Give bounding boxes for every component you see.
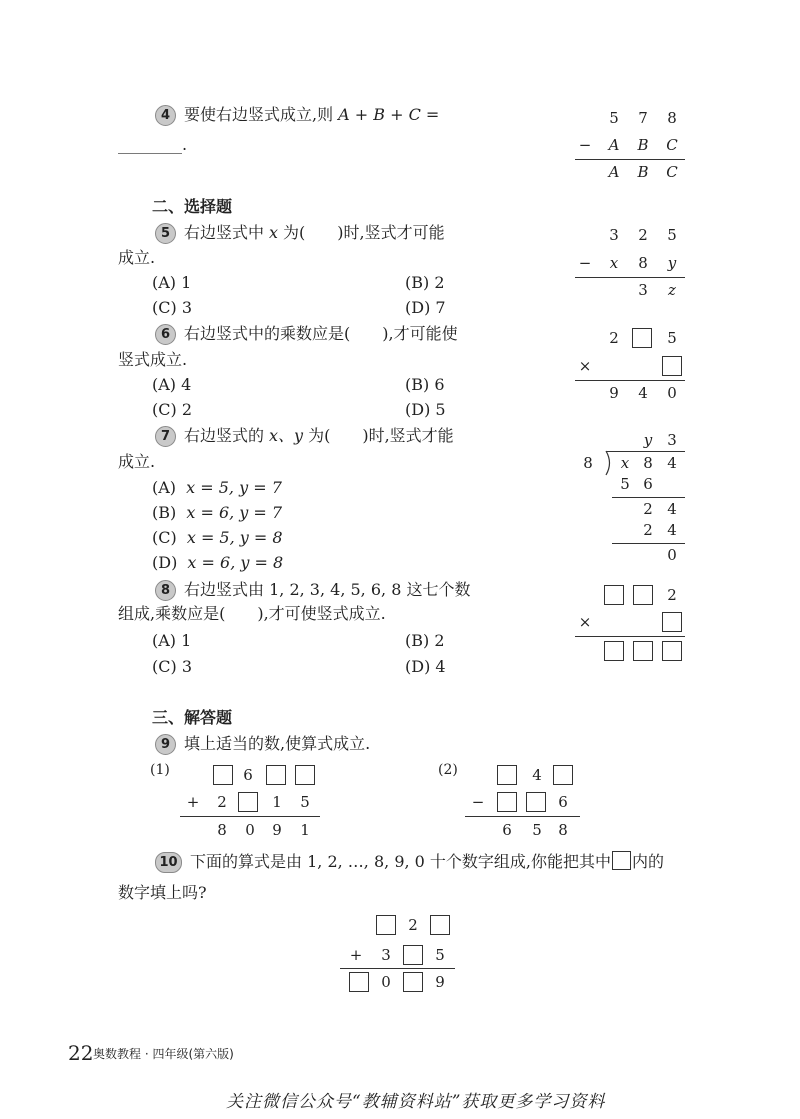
question-4-text: 要使右边竖式成立,则 bbox=[184, 105, 334, 124]
plus-sign: + bbox=[186, 793, 200, 811]
quotient-digit: 3 bbox=[667, 431, 677, 449]
question-8-number-badge: 8 bbox=[155, 580, 176, 601]
option-d bbox=[152, 552, 288, 574]
division-bracket bbox=[600, 450, 614, 476]
question-10-number-badge: 10 bbox=[155, 852, 182, 873]
multiplicand-digit: 5 bbox=[667, 329, 677, 347]
answer-box bbox=[497, 765, 517, 785]
question-6-line bbox=[155, 323, 458, 345]
question-7-line bbox=[155, 425, 454, 447]
watermark-text: 关注微信公众号“教辅资料站”获取更多学习资料 bbox=[226, 1092, 606, 1112]
option-label: (D) bbox=[152, 553, 178, 572]
subtrahend-digit: 8 bbox=[638, 254, 648, 272]
question-10-continuation: 数字填上吗? bbox=[118, 883, 207, 902]
result-digit: z bbox=[668, 281, 676, 299]
option-a: (A) 4 bbox=[152, 375, 192, 394]
question-10-text: 下面的算式是由 1, 2, …, 8, 9, 0 十个数字组成,你能把其中 bbox=[190, 852, 612, 871]
sum-line bbox=[180, 816, 320, 817]
answer-box bbox=[497, 792, 517, 812]
final-remainder-digit: 0 bbox=[667, 546, 677, 564]
answer-box bbox=[266, 765, 286, 785]
question-9-text: 填上适当的数,使算式成立. bbox=[184, 734, 371, 753]
answer-box bbox=[633, 641, 653, 661]
result-letter: A bbox=[608, 163, 620, 181]
difference-digit: 6 bbox=[502, 821, 512, 839]
option-a bbox=[152, 477, 287, 499]
times-sign: × bbox=[578, 357, 592, 375]
minus-sign: − bbox=[578, 254, 592, 272]
subtrahend-letter: A bbox=[608, 136, 620, 154]
times-sign: × bbox=[578, 613, 592, 631]
option-expression: x = 5, y = 7 bbox=[186, 478, 282, 497]
part-1-label: (1) bbox=[150, 762, 170, 778]
question-6-continuation: 竖式成立. bbox=[118, 350, 188, 369]
section-heading-choice: 二、选择题 bbox=[152, 197, 233, 216]
sum-digit: 9 bbox=[272, 821, 282, 839]
sum-digit: 8 bbox=[217, 821, 227, 839]
product-line bbox=[575, 380, 685, 381]
dividend-digit: 4 bbox=[667, 454, 677, 472]
answer-box bbox=[526, 792, 546, 812]
book-title: 奥数教程 · 四年级(第六版) bbox=[93, 1047, 234, 1061]
subtrahend-letter: C bbox=[666, 136, 678, 154]
question-9-line bbox=[155, 733, 370, 755]
subtraction-line bbox=[612, 497, 685, 498]
question-4-line bbox=[155, 104, 444, 126]
minus-sign: − bbox=[578, 136, 592, 154]
remainder-digit: 4 bbox=[667, 500, 677, 518]
answer-box bbox=[238, 792, 258, 812]
dividend-digit: x bbox=[620, 454, 630, 472]
answer-box bbox=[349, 972, 369, 992]
option-b: (B) 2 bbox=[405, 273, 445, 292]
minuend-digit: 3 bbox=[609, 226, 619, 244]
sum-line bbox=[340, 968, 455, 969]
option-c: (C) 3 bbox=[152, 657, 192, 676]
answer-box bbox=[633, 585, 653, 605]
addend-digit: 5 bbox=[300, 793, 310, 811]
question-4-answer-blank: ________. bbox=[118, 135, 188, 154]
minuend-digit: 5 bbox=[609, 109, 619, 127]
section-heading-answer: 三、解答题 bbox=[152, 708, 233, 727]
option-a: (A) 1 bbox=[152, 273, 192, 292]
answer-box bbox=[662, 612, 682, 632]
option-c bbox=[152, 527, 288, 549]
question-10-line bbox=[155, 851, 664, 873]
division-bar bbox=[606, 451, 685, 452]
question-5-text: 右边竖式中 bbox=[184, 223, 265, 242]
product-digit: 4 bbox=[638, 384, 648, 402]
subtrahend-digit: x bbox=[609, 254, 619, 272]
question-8-text: 右边竖式由 1, 2, 3, 4, 5, 6, 8 这七个数 bbox=[184, 580, 471, 599]
answer-box bbox=[213, 765, 233, 785]
answer-box bbox=[604, 641, 624, 661]
answer-box bbox=[553, 765, 573, 785]
question-5-continuation: 成立. bbox=[118, 248, 156, 267]
inline-answer-box bbox=[612, 851, 631, 870]
multiplicand-digit: 2 bbox=[667, 586, 677, 604]
option-label: (B) bbox=[152, 503, 177, 522]
part-2-label: (2) bbox=[438, 762, 458, 778]
sum-digit: 1 bbox=[300, 821, 310, 839]
option-c: (C) 2 bbox=[152, 400, 192, 419]
subtrahend-letter: B bbox=[637, 136, 649, 154]
option-label: (A) bbox=[152, 478, 177, 497]
answer-box bbox=[662, 356, 682, 376]
sum-line bbox=[575, 277, 685, 278]
addend-digit: 5 bbox=[435, 946, 445, 964]
minuend-digit: 2 bbox=[638, 226, 648, 244]
answer-box bbox=[604, 585, 624, 605]
question-7-continuation: 成立. bbox=[118, 452, 156, 471]
option-expression: x = 5, y = 8 bbox=[186, 528, 283, 547]
minuend-digit: 4 bbox=[532, 766, 542, 784]
dividend-digit: 8 bbox=[643, 454, 653, 472]
answer-box bbox=[430, 915, 450, 935]
answer-box bbox=[403, 972, 423, 992]
question-7-text: 为( )时,竖式才能 bbox=[308, 426, 454, 445]
question-6-text: 右边竖式中的乘数应是( ),才可能使 bbox=[184, 324, 458, 343]
result-digit: 3 bbox=[638, 281, 648, 299]
partial-product-digit: 5 bbox=[620, 475, 630, 493]
subtrahend-digit: y bbox=[667, 254, 677, 272]
question-9-number-badge: 9 bbox=[155, 734, 176, 755]
question-6-number-badge: 6 bbox=[155, 324, 176, 345]
question-4-expression: A + B + C = bbox=[338, 105, 440, 124]
question-7-number-badge: 7 bbox=[155, 426, 176, 447]
product-digit: 9 bbox=[609, 384, 619, 402]
sum-digit: 0 bbox=[245, 821, 255, 839]
option-b: (B) 6 bbox=[405, 375, 445, 394]
result-letter: B bbox=[637, 163, 649, 181]
sum-digit: 9 bbox=[435, 973, 445, 991]
addend-digit: 1 bbox=[272, 793, 282, 811]
sum-line bbox=[575, 159, 685, 160]
minuend-digit: 8 bbox=[667, 109, 677, 127]
subtraction-line bbox=[612, 543, 685, 544]
plus-sign: + bbox=[349, 946, 363, 964]
minuend-digit: 5 bbox=[667, 226, 677, 244]
question-5-number-badge: 5 bbox=[155, 223, 176, 244]
minus-sign: − bbox=[471, 793, 485, 811]
question-7-text: 右边竖式的 bbox=[184, 426, 265, 445]
question-4-number-badge: 4 bbox=[155, 105, 176, 126]
product-line bbox=[575, 636, 685, 637]
difference-digit: 8 bbox=[558, 821, 568, 839]
question-5-variable: x bbox=[269, 223, 279, 242]
result-letter: C bbox=[666, 163, 678, 181]
option-d: (D) 4 bbox=[405, 657, 446, 676]
addend-digit: 3 bbox=[381, 946, 391, 964]
quotient-digit: y bbox=[643, 431, 653, 449]
answer-box bbox=[376, 915, 396, 935]
option-d: (D) 7 bbox=[405, 298, 446, 317]
option-label: (C) bbox=[152, 528, 177, 547]
question-7-variables: x、y bbox=[269, 426, 304, 445]
answer-box bbox=[403, 945, 423, 965]
question-8-line bbox=[155, 579, 470, 601]
sum-digit: 0 bbox=[381, 973, 391, 991]
divisor-digit: 8 bbox=[583, 454, 593, 472]
option-a: (A) 1 bbox=[152, 631, 192, 650]
option-c: (C) 3 bbox=[152, 298, 192, 317]
question-8-continuation: 组成,乘数应是( ),才可使竖式成立. bbox=[118, 604, 386, 623]
question-10-text: 内的 bbox=[632, 852, 665, 871]
remainder-digit: 2 bbox=[643, 500, 653, 518]
option-b bbox=[152, 502, 287, 524]
answer-box bbox=[662, 641, 682, 661]
partial-product-digit: 2 bbox=[643, 521, 653, 539]
answer-box bbox=[295, 765, 315, 785]
option-expression: x = 6, y = 8 bbox=[187, 553, 284, 572]
difference-digit: 5 bbox=[532, 821, 542, 839]
partial-product-digit: 4 bbox=[667, 521, 677, 539]
option-expression: x = 6, y = 7 bbox=[186, 503, 283, 522]
answer-box bbox=[632, 328, 652, 348]
difference-line bbox=[465, 816, 580, 817]
question-5-text: 为( )时,竖式才可能 bbox=[283, 223, 445, 242]
product-digit: 0 bbox=[667, 384, 677, 402]
addend-digit: 2 bbox=[217, 793, 227, 811]
question-5-line bbox=[155, 222, 445, 244]
partial-product-digit: 6 bbox=[643, 475, 653, 493]
subtrahend-digit: 6 bbox=[558, 793, 568, 811]
minuend-digit: 7 bbox=[638, 109, 648, 127]
page-number: 22 bbox=[68, 1041, 94, 1065]
option-d: (D) 5 bbox=[405, 400, 446, 419]
addend-digit: 6 bbox=[243, 766, 253, 784]
multiplicand-digit: 2 bbox=[609, 329, 619, 347]
option-b: (B) 2 bbox=[405, 631, 445, 650]
addend-digit: 2 bbox=[408, 916, 418, 934]
